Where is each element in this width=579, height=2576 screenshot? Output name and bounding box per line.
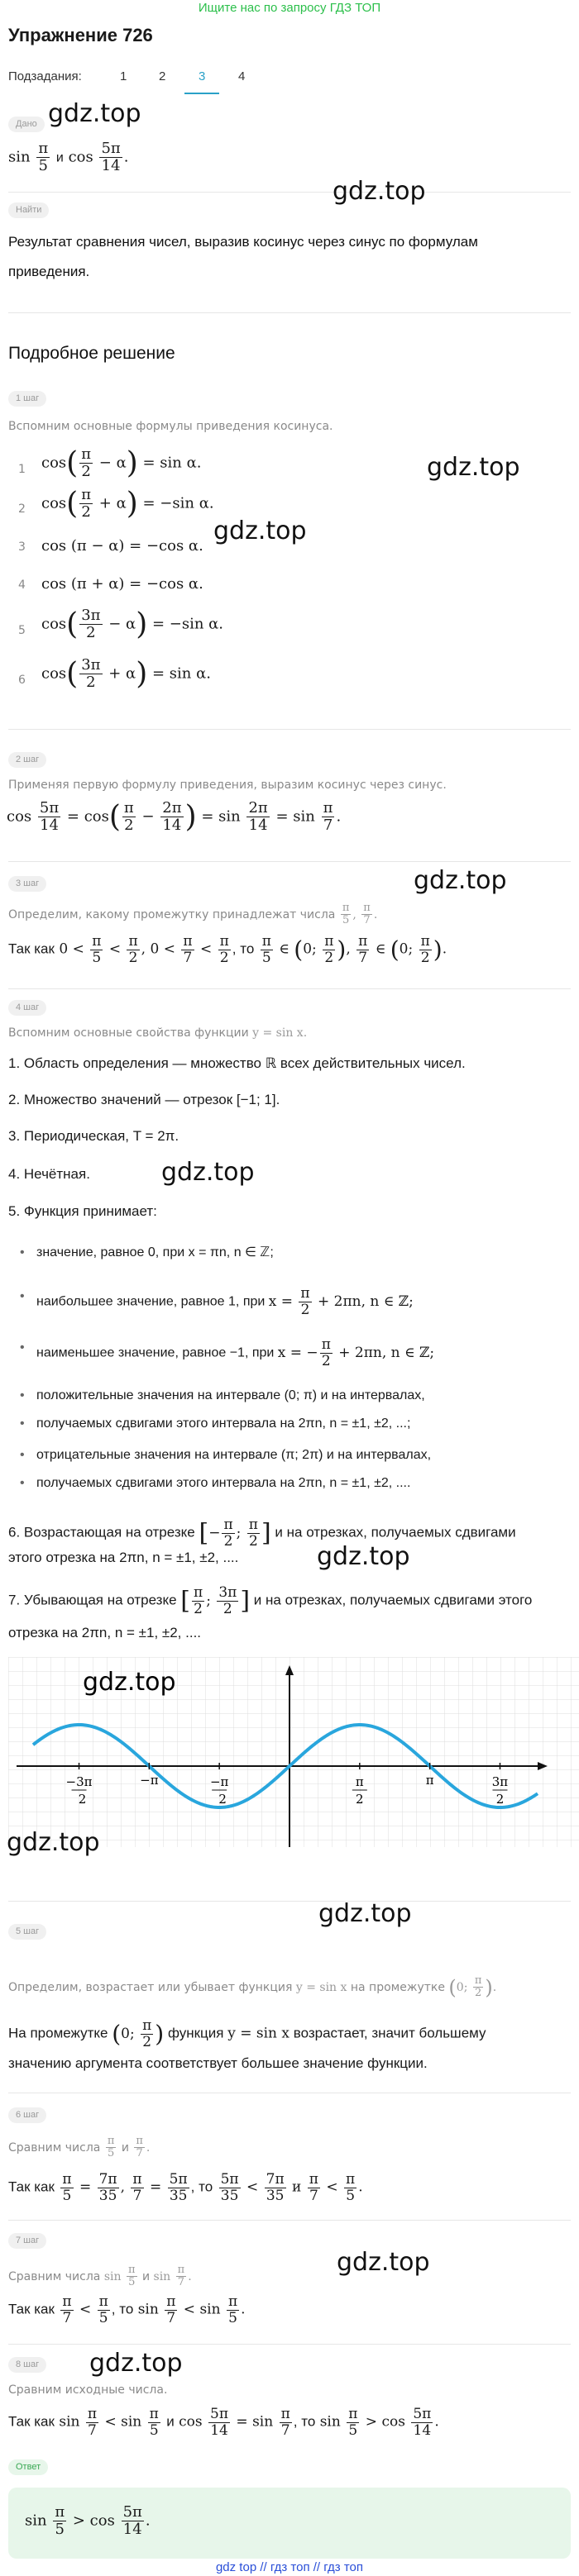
x-tick-label-denominator: 2	[495, 1792, 505, 1807]
bullet-item: • отрицательные значения на интервале (π; 2π) и на интервалах,	[36, 1445, 431, 1466]
property-item: 2. Множество значений — отрезок [−1; 1].	[8, 1092, 280, 1107]
step8-text: Сравним исходные числа.	[8, 2383, 168, 2397]
bullet-item: • значение, равное 0, при x = πn, n ∈ ℤ;	[36, 1242, 274, 1264]
tab-subtask-1[interactable]: 1	[120, 69, 127, 83]
x-tick-label: −3π	[65, 1774, 93, 1789]
formula-number: 6	[18, 674, 26, 687]
step2-text: Применяя первую формулу приведения, выразим косинус через синус.	[8, 779, 447, 792]
step4-chip: 4 шаг	[8, 1000, 46, 1016]
x-tick-label: −π	[140, 1773, 159, 1788]
step2-chip: 2 шаг	[8, 752, 46, 768]
step6-chip: 6 шаг	[8, 2107, 46, 2123]
x-tick-label-denominator: 2	[356, 1792, 364, 1807]
property-item: 4. Нечётная.	[8, 1166, 90, 1182]
property-item: 1. Область определения — множество ℝ всех действительных чисел.	[8, 1055, 466, 1071]
sine-graph	[8, 1657, 579, 1847]
footer-links[interactable]: gdz top // гдз топ // гдз топ	[215, 2560, 364, 2574]
formula-4: cos (π + α) = −cos α.	[41, 575, 203, 593]
step6-formula: Так как $\frac{\pi}{5}$ = $\frac{7\pi}{35}$ , $\frac{\pi}{7}$ = $\frac{5\pi}{35}$ , то $\frac{5\pi}{35}$ < $\frac{7\pi}{35}$ и $\frac{\pi}{7}$ < $\frac{\pi}{5}$ .	[8, 2171, 363, 2204]
formula-number: 1	[18, 463, 26, 476]
watermark: gdz.top	[161, 1158, 255, 1187]
step5-line1: На промежутке (0; $\frac{\pi}{2}$ ) функция y = sin x возрастает, значит большему	[8, 2017, 486, 2050]
step1-chip: 1 шаг	[8, 391, 46, 407]
watermark: gdz.top	[7, 1828, 100, 1857]
bullet-item-continued: • получаемых сдвигами этого интервала на 2πn, n = ±1, ±2, ....	[36, 1473, 410, 1494]
bullet-item: • положительные значения на интервале (0; π) и на интервалах,	[36, 1385, 425, 1407]
subtasks-label: Подзадания:	[8, 69, 82, 83]
x-tick-label: 3π	[491, 1774, 509, 1789]
bullet-item: • наименьшее значение, равное −1, при x = − $\frac{\pi}{2}$ + 2πn, n ∈ ℤ;	[36, 1337, 434, 1369]
watermark: gdz.top	[427, 453, 520, 482]
step8-chip: 8 шаг	[8, 2357, 46, 2373]
given-chip: Дано	[8, 117, 45, 132]
step7-chip: 7 шаг	[8, 2233, 46, 2249]
find-chip: Найти	[8, 202, 49, 218]
tab-subtask-4[interactable]: 4	[238, 69, 246, 83]
formula-2: cos( $\frac{\pi}{2}$ + α) = −sin α.	[41, 486, 214, 521]
step6-text: Сравним числа $\frac{\pi}{5}$ и $\frac{\pi}{7}$ .	[8, 2135, 151, 2160]
x-tick-label-denominator: 2	[78, 1792, 87, 1807]
formula-6: cos( $\frac{3\pi}{2}$ + α) = sin α.	[41, 656, 211, 691]
active-tab-indicator	[184, 93, 219, 94]
given-expression: sin $\frac{\pi}{5}$ и cos $\frac{5\pi}{14}$ .	[8, 140, 129, 174]
watermark: gdz.top	[317, 1542, 410, 1571]
step3-chip: 3 шаг	[8, 876, 46, 892]
page-title: Упражнение 726	[8, 25, 153, 45]
find-text-line1: Результат сравнения чисел, выразив косинус через синус по формулам	[8, 234, 478, 250]
answer-chip: Ответ	[8, 2459, 48, 2475]
step2-formula: cos $\frac{5\pi}{14}$ = cos( $\frac{\pi}{2}$ − $\frac{2\pi}{14}$ ) = sin $\frac{2\pi}{14}$ = sin $\frac{\pi}{7}$ .	[7, 799, 342, 834]
formula-number: 5	[18, 624, 26, 637]
x-tick-label: π	[355, 1774, 364, 1789]
formula-number: 2	[18, 502, 26, 516]
answer-box	[8, 2488, 571, 2559]
x-tick-label-denominator: 2	[218, 1792, 227, 1807]
watermark: gdz.top	[414, 866, 507, 895]
property-item: 3. Периодическая, T = 2π.	[8, 1128, 179, 1144]
tab-subtask-2[interactable]: 2	[159, 69, 166, 83]
watermark: gdz.top	[318, 1899, 412, 1928]
property-item: 7. Убывающая на отрезке [ $\frac{\pi}{2}$ ; $\frac{3\pi}{2}$ ] и на отрезках, получаемых сдвигами этого	[8, 1584, 533, 1617]
step1-text: Вспомним основные формулы приведения косинуса.	[8, 420, 333, 433]
bullet-item: • наибольшее значение, равное 1, при x = $\frac{\pi}{2}$ + 2πn, n ∈ ℤ;	[36, 1286, 414, 1317]
search-banner[interactable]: Ищите нас по запросу ГДЗ ТОП	[198, 1, 381, 15]
step5-chip: 5 шаг	[8, 1924, 46, 1940]
property-item: 5. Функция принимает:	[8, 1203, 157, 1219]
solution-heading: Подробное решение	[8, 344, 175, 363]
step7-text: Сравним числа sin $\frac{\pi}{5}$ и sin $\frac{\pi}{7}$ .	[8, 2264, 192, 2289]
watermark: gdz.top	[89, 2349, 183, 2378]
bullet-item-continued: • получаемых сдвигами этого интервала на 2πn, n = ±1, ±2, ...;	[36, 1413, 410, 1435]
property-item-continued: отрезка на 2πn, n = ±1, ±2, ....	[8, 1625, 202, 1640]
watermark: gdz.top	[337, 2248, 430, 2277]
step3-formula: Так как 0 < $\frac{\pi}{5}$ < $\frac{\pi}{2}$ , 0 < $\frac{\pi}{7}$ < $\frac{\pi}{2}$ , то $\frac{\pi}{5}$ ∈ (0; $\frac{\pi}{2}$ ), $\frac{\pi}{7}$ ∈ (0; $\frac{\pi}{2}$ ).	[8, 933, 447, 966]
watermark: gdz.top	[333, 177, 426, 206]
find-text-line2: приведения.	[8, 264, 90, 279]
step8-formula: Так как sin $\frac{\pi}{7}$ < sin $\frac{\pi}{5}$ и cos $\frac{5\pi}{14}$ = sin $\frac{\pi}{7}$ , то sin $\frac{\pi}{5}$ > cos $\frac{5\pi}{14}$ .	[8, 2406, 439, 2439]
watermark: gdz.top	[83, 1668, 176, 1697]
formula-number: 3	[18, 540, 26, 554]
property-item-continued: этого отрезка на 2πn, n = ±1, ±2, ....	[8, 1550, 239, 1565]
answer-formula: sin $\frac{\pi}{5}$ > cos $\frac{5\pi}{14}$ .	[25, 2503, 151, 2538]
formula-5: cos( $\frac{3\pi}{2}$ − α) = −sin α.	[41, 607, 224, 641]
watermark: gdz.top	[213, 517, 307, 545]
step5-text: Определим, возрастает или убывает функция y = sin x на промежутке (0; $\frac{\pi}{2}$ ).	[8, 1974, 497, 2000]
step7-formula: Так как $\frac{\pi}{7}$ < $\frac{\pi}{5}$ , то sin $\frac{\pi}{7}$ < sin $\frac{\pi}{5}$ .	[8, 2293, 246, 2326]
x-tick-label: π	[425, 1773, 434, 1788]
formula-number: 4	[18, 579, 26, 592]
x-tick-label: −π	[209, 1774, 229, 1789]
tab-subtask-3[interactable]: 3	[199, 69, 206, 83]
property-item: 6. Возрастающая на отрезке [− $\frac{\pi}{2}$ ; $\frac{\pi}{2}$ ] и на отрезках, получаемых сдвигами	[8, 1517, 516, 1550]
watermark: gdz.top	[48, 99, 141, 128]
formula-3: cos (π − α) = −cos α.	[41, 537, 203, 555]
step5-line2: значению аргумента соответствует большее значение функции.	[8, 2055, 428, 2071]
step4-text: Вспомним основные свойства функции y = sin x.	[8, 1026, 308, 1040]
formula-1: cos( $\frac{\pi}{2}$ − α) = sin α.	[41, 445, 202, 480]
step3-text: Определим, какому промежутку принадлежат числа $\frac{\pi}{5}$ , $\frac{\pi}{7}$ .	[8, 902, 378, 927]
